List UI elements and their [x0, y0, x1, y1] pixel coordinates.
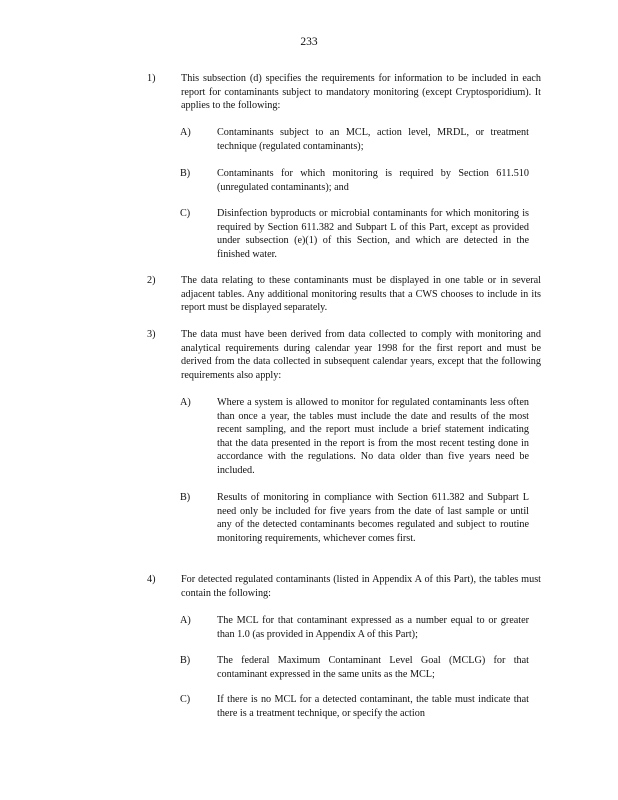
- paragraph-number: 2): [147, 275, 156, 286]
- page-number: 233: [300, 36, 318, 48]
- paragraph-number: C): [180, 694, 191, 705]
- paragraph-text: The data relating to these contaminants must be displayed in one table or in several adjacent tables. Any additional monitoring results that a CWS chooses to include in its report must be displayed separately.: [181, 275, 541, 314]
- paragraph-text: This subsection (d) specifies the requirements for information to be included in each report for contaminants subject to mandatory monitoring (except Cryptosporidium). It applies to the following:: [181, 73, 541, 112]
- paragraph-text: Disinfection byproducts or microbial contaminants for which monitoring is required by Section 611.382 and Subpart L of this Part, except as provided under subsection (e)(1) of this Section, and which are detected in the finished water.: [217, 208, 529, 260]
- paragraph-text: The federal Maximum Contaminant Level Goal (MCLG) for that contaminant expressed in the same units as the MCL;: [217, 655, 529, 680]
- paragraph-number: 4): [147, 574, 156, 585]
- paragraph-number: B): [180, 655, 191, 666]
- paragraph-number: A): [180, 127, 191, 138]
- paragraph-number: B): [180, 168, 191, 179]
- paragraph-text: Results of monitoring in compliance with Section 611.382 and Subpart L need only be included for five years from the date of last sample or until any of the detected contaminants becomes regulated and subject to routine monitoring requirements, whichever comes first.: [217, 492, 529, 544]
- paragraph-text: Where a system is allowed to monitor for regulated contaminants less often than once a year, the tables must include the date and results of the most recent sampling, and the report must include a brief statement indicating that the data presented in the report is from the most recent testing done in accordance with the regulations. No data older than five years need be included.: [217, 397, 529, 476]
- paragraph-text: Contaminants subject to an MCL, action level, MRDL, or treatment technique (regulated contaminants);: [217, 127, 529, 152]
- paragraph-number: A): [180, 397, 191, 408]
- paragraph-number: A): [180, 615, 191, 626]
- paragraph-number: 1): [147, 73, 156, 84]
- paragraph-text: The data must have been derived from data collected to comply with monitoring and analytical requirements during calendar year 1998 for the first report and must be derived from the data collected in subsequent calendar years, except that the following requirements also apply:: [181, 329, 541, 381]
- paragraph-number: 3): [147, 329, 156, 340]
- paragraph-text: For detected regulated contaminants (listed in Appendix A of this Part), the tables must contain the following:: [181, 574, 541, 599]
- paragraph-text: The MCL for that contaminant expressed as a number equal to or greater than 1.0 (as provided in Appendix A of this Part);: [217, 615, 529, 640]
- paragraph-number: B): [180, 492, 191, 503]
- paragraph-text: Contaminants for which monitoring is required by Section 611.510 (unregulated contaminants); and: [217, 168, 529, 193]
- paragraph-number: C): [180, 208, 191, 219]
- paragraph-text: If there is no MCL for a detected contaminant, the table must indicate that there is a treatment technique, or specify the action: [217, 694, 529, 719]
